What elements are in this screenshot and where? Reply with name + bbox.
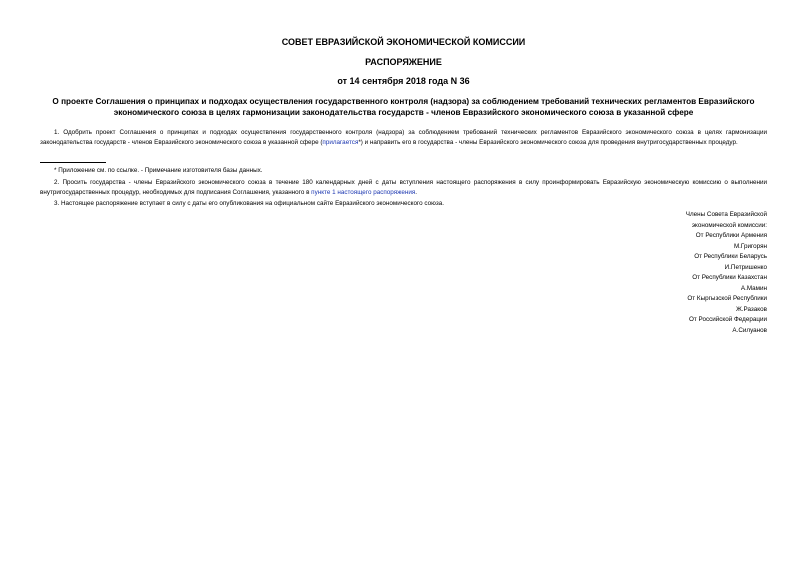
signer-line: А.Мамин <box>740 284 767 292</box>
signer-line: М.Григорян <box>733 242 767 250</box>
paragraph-1-text: 1. Одобрить проект Соглашения о принципах и подходах осуществления государственного контроля (надзора) за соблюдением требований технических регламентов Евразийского экономического союза в целях гармонизации законодательства государств - членов Евразийского экономического союза в указанной сфере ( <box>40 129 767 146</box>
footnote-divider <box>40 162 106 163</box>
signer-line: экономической комиссии: <box>691 221 767 229</box>
signer-line: От Республики Армения <box>695 232 767 239</box>
paragraph-1 <box>40 128 767 148</box>
paragraph-2 <box>40 178 767 198</box>
document-type: РАСПОРЯЖЕНИЕ <box>365 57 442 67</box>
council-title: СОВЕТ ЕВРАЗИЙСКОЙ ЭКОНОМИЧЕСКОЙ КОМИССИИ <box>281 37 526 47</box>
paragraph-1-text-end: *) и направить его в государства - члены Евразийского экономического союза для проведения внутригосударственных процедур. <box>358 139 738 146</box>
signer-line: А.Силуанов <box>732 326 767 334</box>
signer-line: От Республики Казахстан <box>692 274 767 281</box>
signers-block <box>686 210 767 336</box>
annex-link[interactable]: прилагается <box>322 139 359 146</box>
signer-line: От Кыргызской Республики <box>687 295 767 302</box>
clause-1-link[interactable]: пункте 1 настоящего распоряжения <box>311 189 416 196</box>
signer-line: От Республики Беларусь <box>694 253 767 260</box>
signer-line: От Российской Федерации <box>688 316 767 323</box>
document-subject: О проекте Соглашения о принципах и подходах осуществления государственного контроля (надзора) за соблюдением требований технических регламентов Евразийского экономического союза в целях гармонизации законодательства государств - членов Евразийского экономического союза в указанной сфере <box>52 97 755 117</box>
document-date-number: от 14 сентября 2018 года N 36 <box>337 76 470 86</box>
paragraph-2-text-end: . <box>415 189 417 196</box>
signer-line: Ж.Разаков <box>735 305 767 313</box>
signer-line: И.Петришенко <box>724 263 767 271</box>
paragraph-3: 3. Настоящее распоряжение вступает в силу с даты его опубликования на официальном сайте Евразийского экономического союза. <box>54 200 444 207</box>
paragraph-2-text: 2. Просить государства - члены Евразийского экономического союза в течение 180 календарных дней с даты вступления настоящего распоряжения в силу проинформировать Евразийскую экономическую комиссию о выполнении внутригосударственных процедур, необходимых для подписания Соглашения, указанного в <box>40 179 767 196</box>
signer-line: Члены Совета Евразийской <box>685 211 767 218</box>
footnote: * Приложение см. по ссылке. - Примечание изготовителя базы данных. <box>54 167 263 174</box>
